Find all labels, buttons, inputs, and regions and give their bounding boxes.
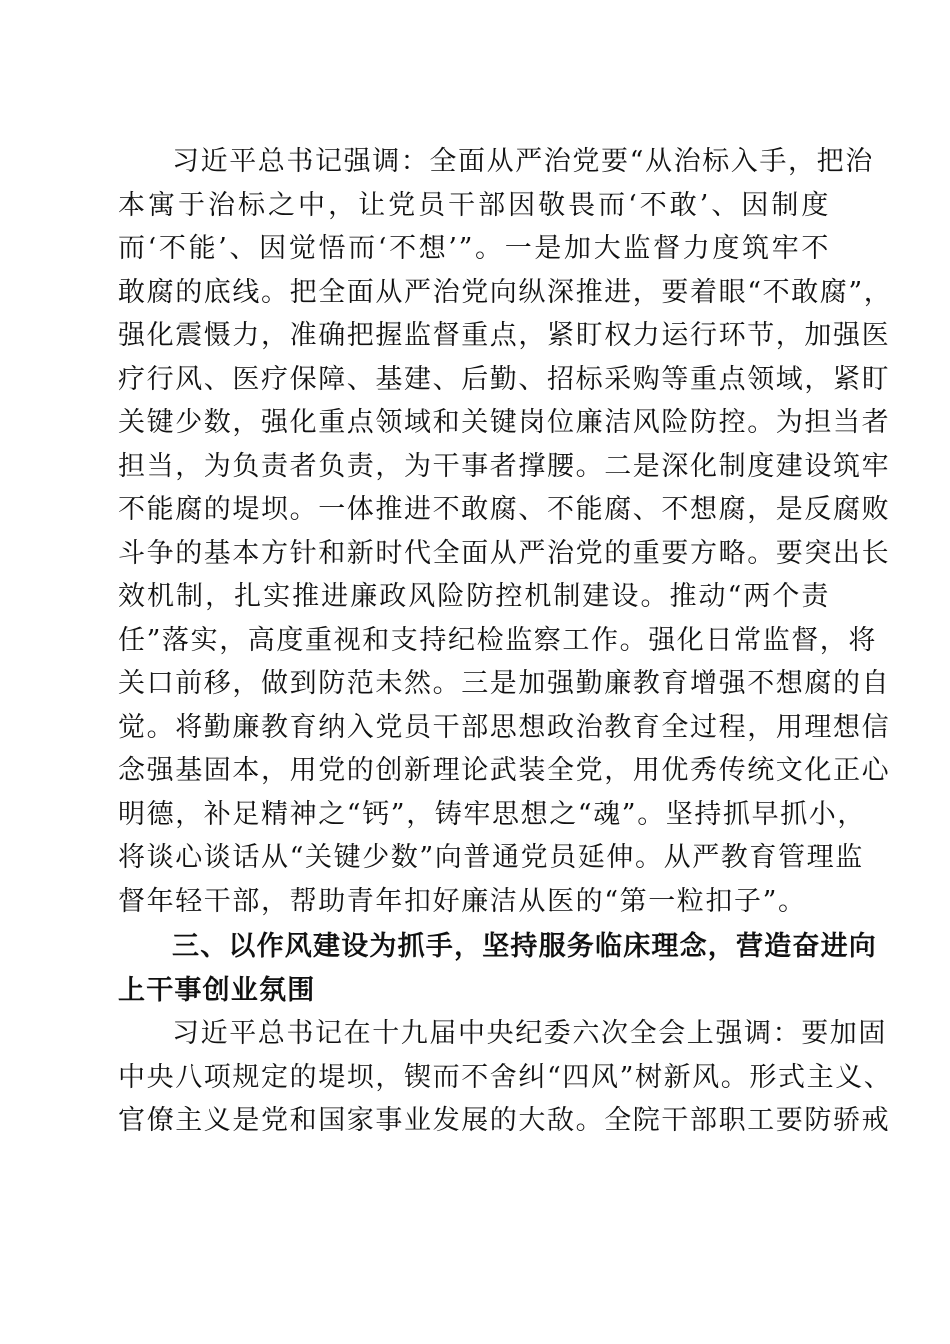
section-heading-3	[118, 925, 877, 1012]
paragraph-line: 本寓于治标之中，让党员干部因敬畏而‘不敢’、因制度	[118, 189, 830, 221]
paragraph-line: 强化震慑力，准确把握监督重点，紧盯权力运行环节，加强医	[118, 320, 891, 351]
paragraph-line: 将谈心谈话从“关键少数”向普通党员延伸。从严教育管理监	[118, 842, 864, 873]
paragraph-line: 关口前移，做到防范未然。三是加强勤廉教育增强不想腐的自	[118, 668, 891, 699]
paragraph-line: 觉。将勤廉教育纳入党员干部思想政治教育全过程，用理想信	[118, 711, 891, 743]
body-paragraph-supervision	[118, 140, 893, 923]
paragraph-line: 效机制，扎实推进廉政风险防控机制建设。推动“两个责	[118, 581, 830, 612]
paragraph-line: 明德，补足精神之“钙”，铸牢思想之“魂”。坚持抓早抓小，	[118, 798, 867, 830]
paragraph-line: 敢腐的底线。把全面从严治党向纵深推进，要着眼“不敢腐”，	[118, 276, 893, 308]
heading-line: 上干事创业氛围	[118, 974, 316, 1006]
paragraph-line: 疗行风、医疗保障、基建、后勤、招标采购等重点领域，紧盯	[118, 363, 891, 395]
body-paragraph-work-style	[118, 1012, 893, 1143]
paragraph-line: 习近平总书记强调：全面从严治党要“从治标入手，把治	[172, 146, 874, 177]
paragraph-line: 任”落实，高度重视和支持纪检监察工作。强化日常监督，将	[118, 624, 878, 656]
heading-line: 三、以作风建设为抓手，坚持服务临床理念，营造奋进向	[172, 931, 877, 962]
document-page	[118, 140, 893, 1143]
paragraph-line: 念强基固本，用党的创新理论武装全党，用优秀传统文化正心	[118, 755, 891, 786]
paragraph-line: 不能腐的堤坝。一体推进不敢腐、不能腐、不想腐，是反腐败	[118, 494, 891, 525]
paragraph-line: 官僚主义是党和国家事业发展的大敌。全院干部职工要防骄戒	[118, 1105, 891, 1136]
paragraph-line: 而‘不能’、因觉悟而‘不想’”。一是加大监督力度筑牢不	[118, 233, 830, 264]
paragraph-line: 关键少数，强化重点领域和关键岗位廉洁风险防控。为担当者	[118, 407, 891, 438]
paragraph-line: 习近平总书记在十九届中央纪委六次全会上强调：要加固	[172, 1018, 887, 1049]
paragraph-line: 斗争的基本方针和新时代全面从严治党的重要方略。要突出长	[118, 537, 891, 569]
paragraph-line: 担当，为负责者负责，为干事者撑腰。二是深化制度建设筑牢	[118, 450, 891, 482]
paragraph-line: 中央八项规定的堤坝，锲而不舍纠“四风”树新风。形式主义、	[118, 1061, 893, 1093]
paragraph-line: 督年轻干部，帮助青年扣好廉洁从医的“第一粒扣子”。	[118, 885, 807, 917]
